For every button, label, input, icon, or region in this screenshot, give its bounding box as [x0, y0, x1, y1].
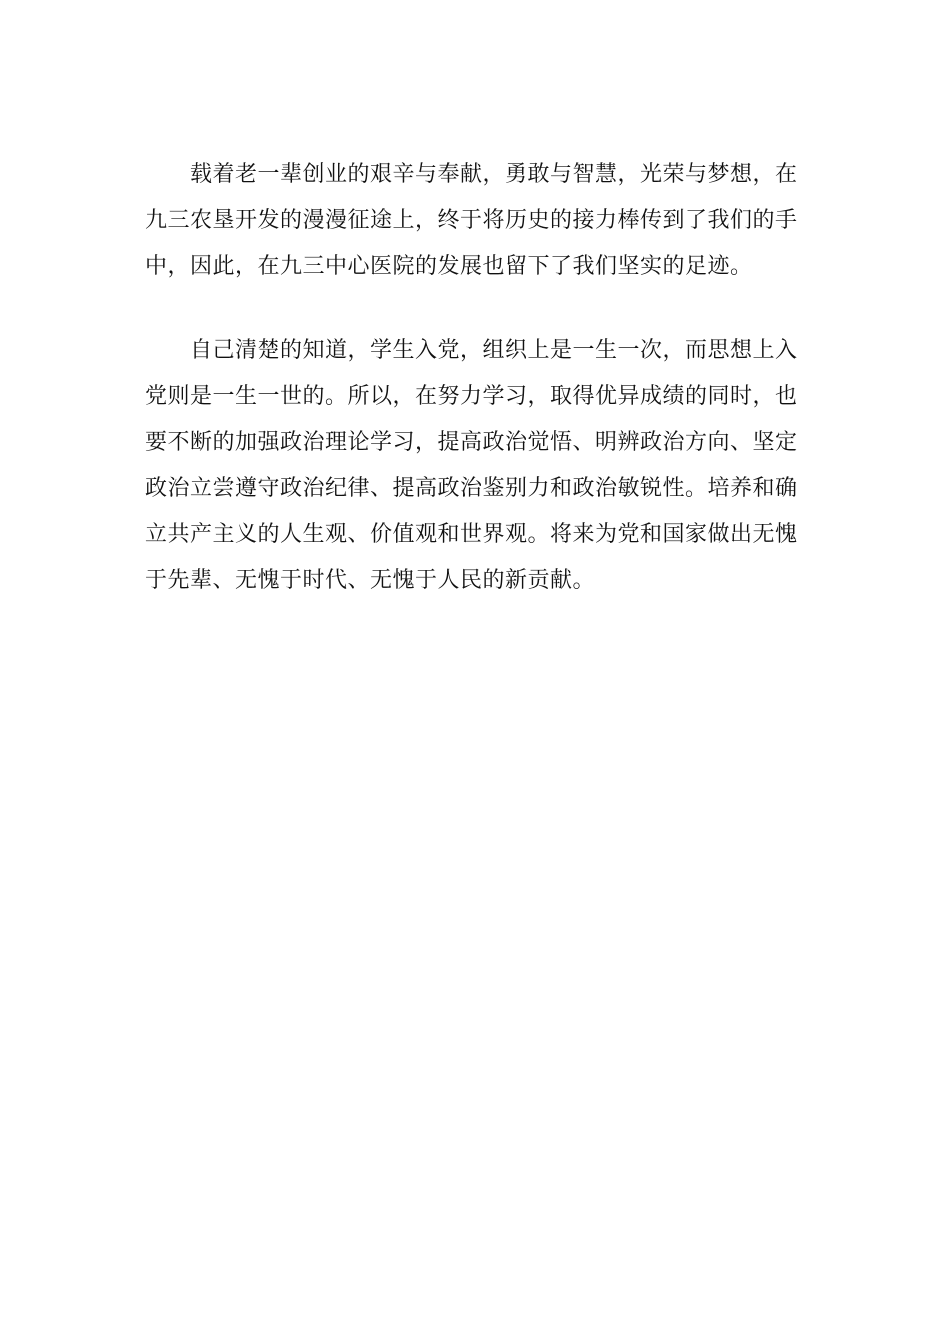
paragraph-line: 政治立尝遵守政治纪律、提高政治鉴别力和政治敏锐性。培养和确	[145, 476, 798, 501]
paragraph-line: 要不断的加强政治理论学习，提高政治觉悟、明辨政治方向、坚定	[145, 430, 798, 455]
document-body	[145, 152, 798, 604]
paragraph-line: 党则是一生一世的。所以，在努力学习，取得优异成绩的同时，也	[145, 384, 798, 409]
paragraph-1	[145, 152, 798, 290]
paragraph-line: 立共产主义的人生观、价值观和世界观。将来为党和国家做出无愧	[145, 522, 798, 547]
paragraph-line: 中，因此，在九三中心医院的发展也留下了我们坚实的足迹。	[145, 254, 753, 279]
paragraph-line: 九三农垦开发的漫漫征途上，终于将历史的接力棒传到了我们的手	[145, 208, 798, 233]
paragraph-line: 于先辈、无愧于时代、无愧于人民的新贡献。	[145, 568, 596, 593]
paragraph-line: 载着老一辈创业的艰辛与奉献，勇敢与智慧，光荣与梦想，在	[145, 162, 798, 187]
paragraph-line: 自己清楚的知道，学生入党，组织上是一生一次，而思想上入	[145, 338, 798, 363]
paragraph-2	[145, 328, 798, 604]
